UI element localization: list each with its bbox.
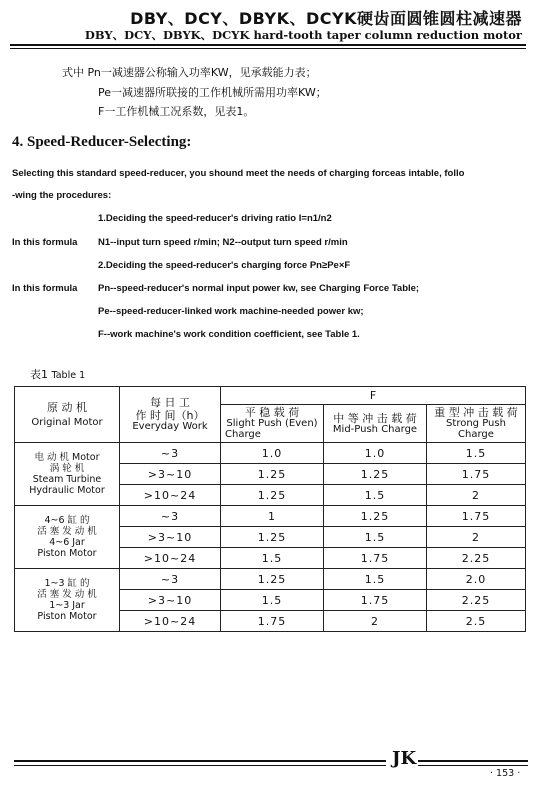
header-day-cn1: 每 日 工 [150, 396, 190, 409]
table-caption-en: Table 1 [51, 370, 86, 381]
value-cell: 1.25 [221, 569, 324, 590]
group-line: 4~6 Jar [49, 537, 85, 548]
value-cell: 1.5 [324, 485, 427, 506]
group-line: 涡 轮 机 [49, 463, 85, 474]
header-day-en: Everyday Work [132, 421, 208, 432]
header-day-cn2: 作 时 间（h） [135, 409, 205, 422]
group-line: 4~6 缸 的 [44, 515, 90, 526]
formula-2-lead: In this formula [12, 283, 78, 294]
value-cell: 2 [427, 527, 526, 548]
value-cell: 1.25 [221, 464, 324, 485]
brand-logo: JK [392, 748, 417, 769]
group-line: 1~3 Jar [49, 600, 85, 611]
value-cell: 1 [221, 506, 324, 527]
value-cell: 1.25 [221, 527, 324, 548]
header-f: F [221, 387, 526, 405]
header-c1-en2: Charge [225, 429, 261, 440]
value-cell: 1.5 [427, 443, 526, 464]
hours-cell: ~3 [120, 506, 221, 527]
note-line-2: Pe一减速器所联接的工作机械所需用功率KW； [98, 86, 327, 99]
value-cell: 2.25 [427, 548, 526, 569]
value-cell: 1.0 [221, 443, 324, 464]
header-c2-en: Mid-Push Charge [332, 423, 418, 435]
header-mid-push [324, 405, 427, 443]
table-caption [30, 366, 85, 382]
value-cell: 2.0 [427, 569, 526, 590]
header-slight-push [221, 405, 324, 443]
value-cell: 2 [427, 485, 526, 506]
hours-cell: >3~10 [120, 527, 221, 548]
intro-line-2: -wing the procedures: [12, 190, 112, 201]
table-row [15, 569, 526, 590]
hours-cell: >10~24 [120, 485, 221, 506]
table-caption-cn: 表1 [30, 368, 48, 381]
step-1: 1.Deciding the speed-reducer's driving ratio I=n1/n2 [98, 213, 332, 224]
value-cell: 1.5 [324, 527, 427, 548]
footer-rule-left [14, 760, 386, 766]
note-line-1: 式中 Pn一减速器公称输入功率KW，见承载能力表； [62, 66, 317, 79]
page-number: · 153 · [490, 768, 521, 779]
header-everyday-work [120, 387, 221, 443]
table-row [15, 506, 526, 527]
value-cell: 1.0 [324, 443, 427, 464]
header-motor-en: Original Motor [31, 416, 103, 428]
formula-2-line-2: Pe--speed-reducer-linked work machine-needed power kw; [98, 306, 364, 317]
group-line: 活 塞 发 动 机 [37, 526, 97, 537]
value-cell: 1.5 [221, 548, 324, 569]
value-cell: 1.25 [324, 464, 427, 485]
group-line: Hydraulic Motor [29, 485, 105, 496]
note-line-3: F一工作机械工况系数，见表1。 [98, 105, 255, 118]
value-cell: 1.75 [427, 464, 526, 485]
group-line: Piston Motor [37, 611, 97, 622]
motor-group-4-6-jar [15, 506, 120, 569]
value-cell: 2.5 [427, 611, 526, 632]
value-cell: 1.25 [221, 485, 324, 506]
group-line: 活 塞 发 动 机 [37, 589, 97, 600]
factor-table [14, 386, 526, 632]
motor-group-electric [15, 443, 120, 506]
formula-1-text: N1--input turn speed r/min; N2--output turn speed r/min [98, 237, 348, 248]
step-2: 2.Deciding the speed-reducer's charging force Pn≥Pe×F [98, 260, 351, 271]
value-cell: 1.5 [324, 569, 427, 590]
header-rule [10, 44, 526, 46]
group-line: Piston Motor [37, 548, 97, 559]
header-original-motor [15, 387, 120, 443]
hours-cell: ~3 [120, 569, 221, 590]
page-title: DBY、DCY、DBYK、DCYK硬齿面圆锥圆柱减速器 [130, 9, 522, 28]
value-cell: 1.25 [324, 506, 427, 527]
intro-line-1: Selecting this standard speed-reducer, you shound meet the needs of charging forceas intable, follo [12, 168, 465, 179]
motor-group-1-3-jar [15, 569, 120, 632]
header-c2-cn: 中 等 冲 击 载 荷 [333, 411, 417, 425]
hours-cell: >10~24 [120, 548, 221, 569]
hours-cell: >3~10 [120, 590, 221, 611]
value-cell: 1.75 [221, 611, 324, 632]
group-line: 电 动 机 Motor [34, 452, 100, 463]
page-subtitle: DBY、DCY、DBYK、DCYK hard-tooth taper column reduction motor [84, 28, 522, 42]
header-strong-push [427, 405, 526, 443]
value-cell: 1.75 [427, 506, 526, 527]
table-row [15, 443, 526, 464]
header-c1-en1: Slight Push (Even) [226, 418, 318, 429]
header-c3-cn: 重 型 冲 击 载 荷 [434, 406, 518, 419]
formula-2-line-1: Pn--speed-reducer's normal input power kw, see Charging Force Table; [98, 283, 420, 294]
header-rule-thin [10, 48, 526, 49]
group-line: Steam Turbine [32, 474, 102, 485]
formula-2-line-3: F--work machine's work condition coefficient, see Table 1. [98, 329, 360, 340]
value-cell: 2 [324, 611, 427, 632]
hours-cell: >10~24 [120, 611, 221, 632]
value-cell: 2.25 [427, 590, 526, 611]
header-c1-cn: 平 稳 载 荷 [244, 406, 300, 419]
hours-cell: ~3 [120, 443, 221, 464]
header-motor-cn: 原 动 机 [47, 400, 87, 414]
footer-rule-right [418, 760, 528, 766]
section-heading: 4. Speed-Reducer-Selecting: [12, 134, 192, 150]
hours-cell: >3~10 [120, 464, 221, 485]
formula-1-lead: In this formula [12, 237, 78, 248]
value-cell: 1.5 [221, 590, 324, 611]
value-cell: 1.75 [324, 548, 427, 569]
header-c3-en: Strong Push Charge [446, 418, 506, 440]
group-line: 1~3 缸 的 [44, 578, 90, 589]
value-cell: 1.75 [324, 590, 427, 611]
